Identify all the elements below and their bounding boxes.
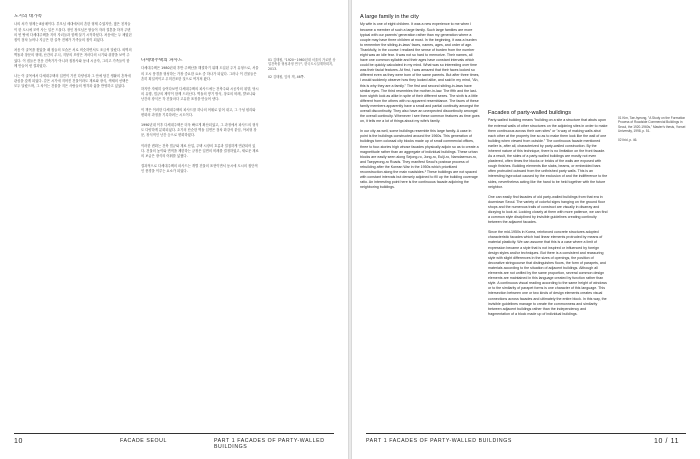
korean-paragraph: 나는 이 골목에서 다세대주택의 입면이 가진 다양성과 그 안에 담긴 생활의 흔적에 관심을 갖게 되었다. 같은 시기에 지어진 건물이라도 재료와 장식, 색채의 선택은 모두 달랐으며, 그 차이는 건물을 지은 사람들의 생각과 삶을 반영하고 있었다. <box>14 74 131 89</box>
paragraph: My wife is one of eight children. It was a new experience to me when I became a member of such a large family. Such large families are more typical with our parents' generation rather than my generation where a couple may have three children at most. In the beginning, it was a burden to remember the sibling-in-laws' faces, names, ages, and order of age. Thankfully, in the course I realized the sense of burden from the number eight was an idle fear. It was not so hard to memorize. Their names, all have one common syllable and their ages have constant intervals which could be quickly calculated in my mind. What was so interesting over time was their facial features. At first, I was amazed that their faces looked so different even as they were born of the same parents. But after three times, I would suddenly observe how they looked alike, and said in my mind, "Ah, this is why they are a family." The first and second sibling-in-laws have similar eyes. The third resembles the mother-in-law. The fifth and the last-born sighth look as alike in spite of their different sexes. The sixth is a little different from the others with no apparent resemblance. The faces of these family members apparently have a small and partial continuity amongst the overall discontinuity. They also have an unexpected discontinuity amongst the overall continuity. Whenever I see these common features as time goes on, it tells me a lot of things about my wife's family. <box>360 22 480 124</box>
korean-column-1 <box>14 14 132 424</box>
korean-paragraph: 1990년대 이후 다세대주택은 더욱 빠르게 확산되었고, 그 과정에서 파사드의 형식도 다양하게 분화되었다. 초기의 단순한 벽돌 입면은 점차 화강석 붙임, 아치형 창문, 장식적인 난간 등으로 변화하였다. <box>141 123 259 138</box>
paragraph: In our city as well, some buildings resemble this large family. A case in point is the buildings constructed around the 1960s. This generation of buildings form colossal city blocks made up of small commercial offices, three to four-stories high whose facades physically adjoin so as to create a magnetitude rather than an aggregate of individual buildings. These urban blocks are easily seen along Sejong-ro, Jong-ro, Eulji-ro, Namdaemun-ro, and Taepyeong-ro Roads. They manifest Seoul's postwar process of rebuilding after the Korean War in the 1950s which prioritized reconstruction along the main roadsides.¹ These buildings are not spaced with constant intervals but densely adjoined to fill up the building coverage ratio. An interesting point here is the continuous facade adjoining the neighboring buildings. <box>360 129 479 190</box>
right-page <box>352 0 700 459</box>
korean-paragraph: 하지만 자세히 들여다보면 다세대주택의 파사드에는 건축주와 시공자의 취향, 당시의 유행, 법규의 제약이 함께 드러난다. 벽돌의 쌓기 방식, 창호의 비례, 발코니와 난간의 장식은 각 건물마다 고유한 표정을 만들어 낸다. <box>141 87 259 102</box>
left-page <box>0 0 348 459</box>
paragraph: Since the mid-1950s in Korea, reinforced concrete structures adopted characteristic facades which had linear elements protruded by means of material plasticity. We can assume that this is a case where a limit of expression became a style that is not inspired or influenced by foreign design styles and/or techniques. But there is a consistent and reassuring style with slight differences in the sizes of openings, the position of decorative stringcourse that distinguishes floors, the form of parapets, and materials according to the situation of adjacent buildings. Although all elements are not unified by the same proportion, several common design elements are maintained in this language created by function rather than style. A continuous visual reading according to the same height of windows or to the similarity of parapet forms is one character of this language. This intersection between one or two kinds of design elements creates visual connections across facades and ultimately the entire block. In this way, the invisible guidelines manage to create the commonness and similarity between adjacent buildings rather than the independency and fragmentation of a block made up of individual buildings. <box>488 230 607 316</box>
section-heading: A large family in the city <box>360 14 419 20</box>
page-folio: 10 / 11 <box>654 438 680 445</box>
footnote: 01 김태원, "1920~1960년대 서울의 가로변 상업건축물 형성과정 연구", 한국도시설계학회지, 2013. <box>268 58 336 71</box>
korean-paragraph: 결과적으로 다세대주택의 파사드는 개별 건물의 표현이면서 동시에 도시의 집단적인 풍경을 이루는 요소가 되었다. <box>141 164 258 174</box>
korean-section-heading: 다세대주택의 파사드 <box>141 58 183 63</box>
paragraph: Party-walled building means "building on a site a structure that abuts upon the external walls of other structures on the adjoining sites in order to make them continuous across their own sites" or "a way of making walls abut each other at the property line so as to make them look like the wall of one building when viewed from outside." The continuous facade mentioned earlier is, after all, characterized by party-walled construction. By the inherent nature of this technique, there is no limitation on the front facade. As a result, the sides of a party-walled buildings are mostly not even plastered, often times the blocks or bricks of the walls are exposed with rough finishes. Building elements like slabs, beams, or embedded bars often protruded outward from the unfinished party walls. This is an interesting byproduct caused by the exclusion of and the indifference to the sides, nevertheless acting like the hand to be held together with the future neighbor. <box>488 118 608 189</box>
korean-paragraph: 이 책은 이러한 다세대주택의 파사드를 하나의 어휘로 읽어 내고, 그 구성 원리와 변화의 과정을 기록하려는 시도이다. <box>141 107 256 117</box>
english-footnotes <box>618 116 692 146</box>
paragraph: One can easily find facades of old party-walled buildings from that era in downtown Seoul. The variety of colorful signs hanging on the ground floor shops and the numerous trails of construct are visually in disarray and dizzying to look at. Looking closely at them with more patience, we can find a common style disciplined by invisible guidelines creating continuity between the adjacent facades. <box>488 194 608 225</box>
section-heading: Facades of party-walled buildings <box>488 110 572 116</box>
footnote: 02 김태원, 앞의 책, 46쪽. <box>268 75 305 80</box>
english-column-1 <box>360 14 480 426</box>
korean-paragraph: 나의 처가 형제는 8남매이다. 부모님 세대에서의 흔한 형제 수였지만, 많은 친척들이 한 도시에 모여 사는 일은 드물다. 장인 장모님은 딸들이 자라 결혼을 하자 주변의 빈 땅에 다세대주택을 지어 자녀들과 함께 살기 시작하셨다. 처음에는 두 채였던 집이 점차 늘어나 지금은 한 골목 전체가 가족들의 집이 되었다. <box>14 22 132 43</box>
korean-column-2 <box>141 58 259 426</box>
korean-paragraph: 이러한 변화는 건축 법규와 재료 산업, 주택 시장의 흐름과 밀접하게 연관되어 있다. 건물의 높이와 면적을 제한하는 규정은 입면의 비례를 결정하였고, 새로운 재료의 보급은 장식의 어휘를 넓혔다. <box>141 143 259 159</box>
book-title: FACADE SEOUL <box>120 438 167 444</box>
running-head: PART 1 FACADES OF PARTY-WALLED BUILDINGS <box>214 438 325 450</box>
running-head: PART 1 FACADES OF PARTY-WALLED BUILDINGS <box>366 438 512 444</box>
korean-footnotes <box>268 58 338 84</box>
footer-rule <box>366 433 686 434</box>
footnote: 02 Ibid, p. 46. <box>618 137 638 142</box>
korean-section-heading: 도시의 대가족 <box>14 14 43 19</box>
footer-rule <box>14 433 334 434</box>
page-folio: 10 <box>14 438 23 445</box>
footnote: 01 Kim, Tae-hyeong, "A Study on the Formation Process of Roadside Commercial Buildings in Seoul, the 1920-1960s," Master's thesis, Yonsei University, 1998, p. 51. <box>618 116 686 134</box>
english-column-2 <box>488 110 608 428</box>
korean-paragraph: 다세대주택은 1980년대 후반 주택난을 해결하기 위해 도입된 주거 유형으로, 서울의 도시 풍경을 형성하는 가장 중요한 요소 중 하나가 되었다. 그러나 이 건물들은 흔히 획일적이고 무미건조한 것으로 여겨져 왔다. <box>141 66 259 81</box>
korean-paragraph: 처음 이 골목을 찾았을 때 집들의 모습은 서로 비슷하면서도 조금씩 달랐다. 외벽의 벽돌과 창문의 형태, 난간의 무늬, 지붕의 모양은 저마다의 시기와 취향을 보여 주었다. 이 집들은 전문 건축가가 아니라 집장사와 동네 시공자, 그리고 가족들이 함께 만들어 낸 결과였다. <box>14 48 132 68</box>
